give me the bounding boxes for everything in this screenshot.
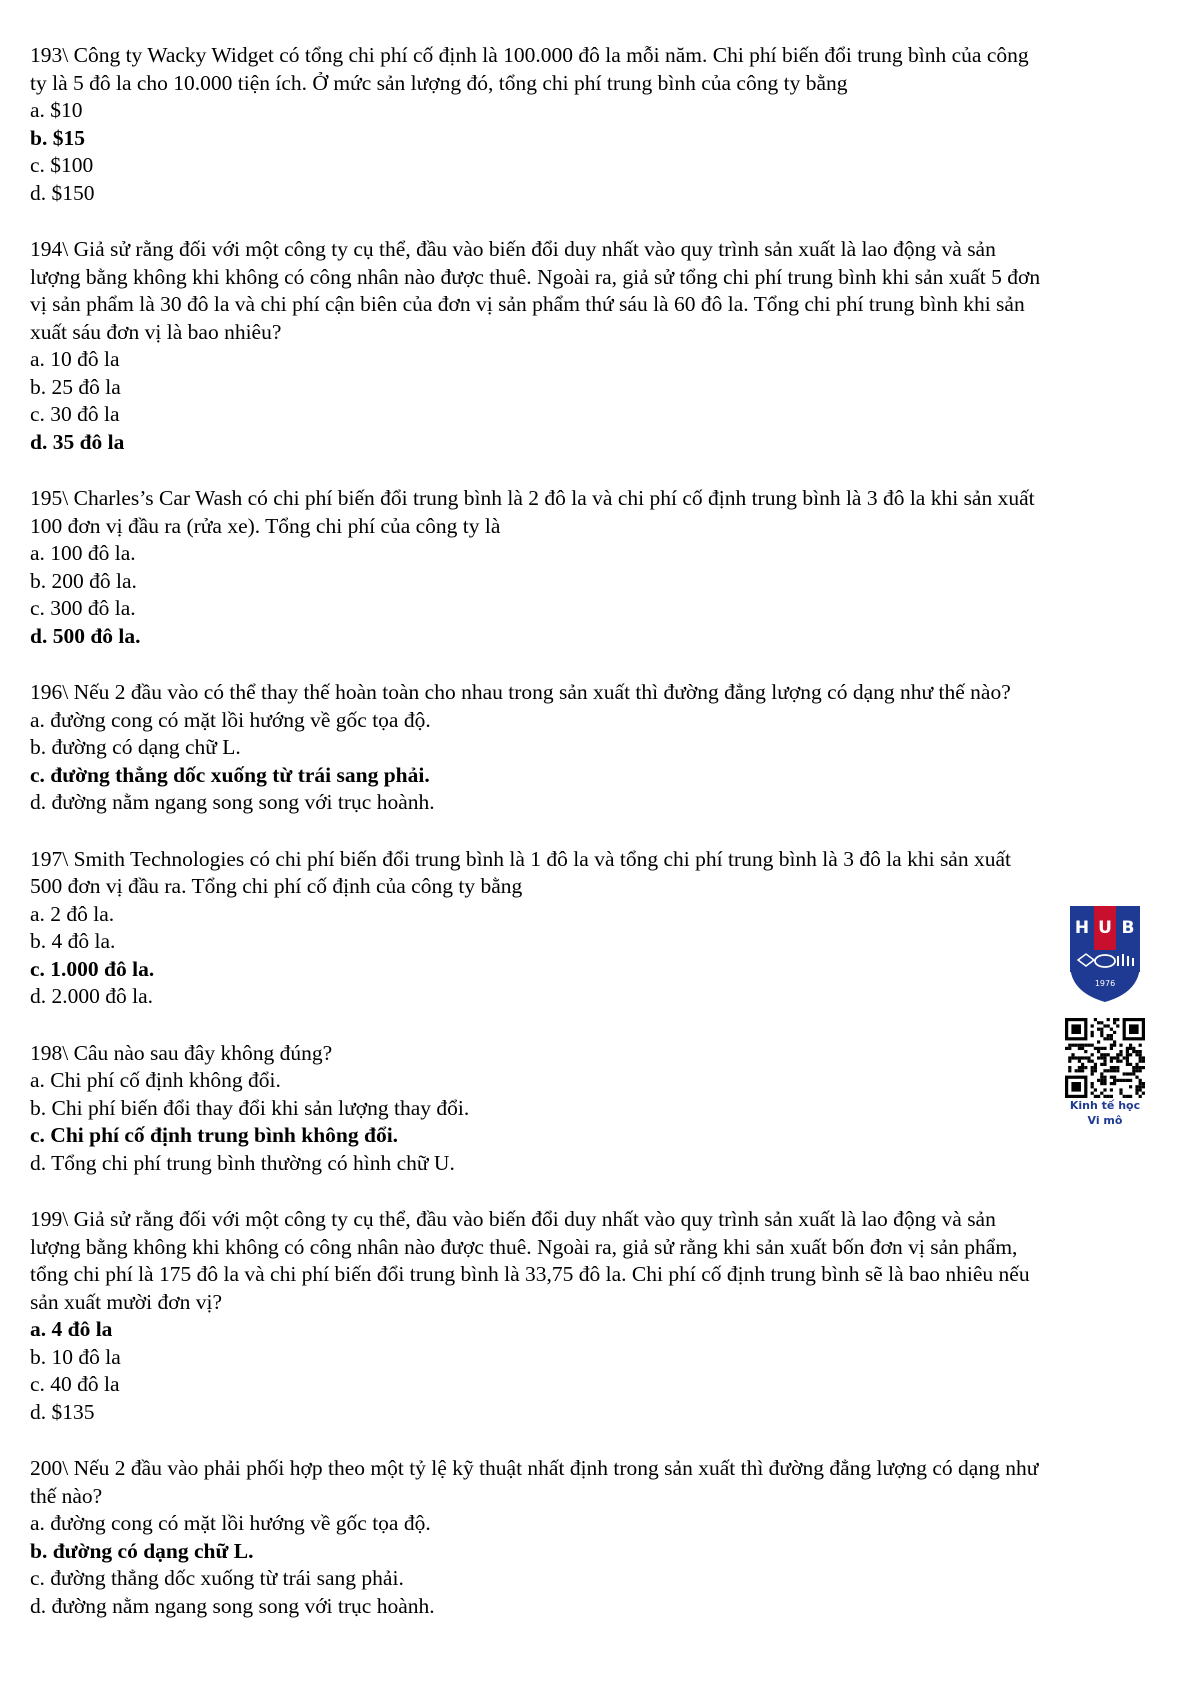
hub-shield-logo [1066,900,1144,1004]
answer-option: a. 10 đô la [30,347,120,371]
question-text-line: lượng bằng không khi không có công nhân nào được thuê. Ngoài ra, giả sử tổng chi phí trung bình khi sản xuất 5 đơn [30,264,1041,289]
answer-option: b. 10 đô la [30,1344,121,1369]
question-text-line: 193\ Công ty Wacky Widget có tổng chi phí cố định là 100.000 đô la mỗi năm. Chi phí biến đổi trung bình của công [30,43,1029,67]
brand-block [1055,900,1155,1128]
answer-option: c. 40 đô la [30,1372,120,1396]
question-text-line: vị sản phẩm là 30 đô la và chi phí cận biên của đơn vị sản phẩm thứ sáu là 60 đô la. Tổng chi phí trung bình khi sản [30,292,1025,316]
question-text-line: 196\ Nếu 2 đầu vào có thể thay thế hoàn toàn cho nhau trong sản xuất thì đường đẳng lượng có dạng như thế nào? [30,680,1011,704]
answer-option: d. $150 [30,180,95,205]
answer-option: c. $100 [30,153,94,177]
question-text-line: lượng bằng không khi không có công nhân nào được thuê. Ngoài ra, giả sử rằng khi sản xuất bốn đơn vị sản phẩm, [30,1234,1018,1259]
question-text-line: sản xuất mười đơn vị? [30,1289,223,1314]
answer-option-correct: a. 4 đô la [30,1317,113,1341]
answer-option: d. $135 [30,1399,95,1424]
answer-option: d. Tổng chi phí trung bình thường có hình chữ U. [30,1150,455,1175]
question-block [30,1206,1165,1426]
question-text-line: 198\ Câu nào sau đây không đúng? [30,1040,333,1065]
question-block [30,1455,1165,1620]
question-block [30,679,1165,817]
question-text-line: 197\ Smith Technologies có chi phí biến đổi trung bình là 1 đô la và tổng chi phí trung bình là 3 đô la khi sản xuất [30,846,1011,871]
brand-caption-line2: Vi mô [1087,1114,1123,1127]
answer-option-correct: b. đường có dạng chữ L. [30,1538,254,1563]
question-text-line: thế nào? [30,1483,103,1508]
question-block [30,42,1165,207]
answer-option-correct: c. Chi phí cố định trung bình không đổi. [30,1123,399,1147]
logo-letter-b: B [1121,918,1135,938]
answer-option-correct: d. 500 đô la. [30,623,141,648]
answer-option: d. đường nằm ngang song song với trục hoành. [30,790,435,814]
question-text-line: 200\ Nếu 2 đầu vào phải phối hợp theo một tỷ lệ kỹ thuật nhất định trong sản xuất thì đường đẳng lượng có dạng như [30,1456,1039,1480]
answer-option-correct: b. $15 [30,125,85,150]
answer-option: d. đường nằm ngang song song với trục hoành. [30,1593,435,1618]
answer-option: b. đường có dạng chữ L. [30,735,241,759]
answer-option: c. 300 đô la. [30,596,136,620]
answer-option: b. Chi phí biến đổi thay đổi khi sản lượng thay đổi. [30,1095,470,1120]
answer-option: a. 2 đô la. [30,901,115,926]
answer-option: c. 30 đô la [30,402,120,426]
answer-option: a. Chi phí cố định không đổi. [30,1068,281,1092]
answer-option: b. 200 đô la. [30,568,137,593]
quiz-document [30,42,1165,1649]
question-text-line: tổng chi phí là 175 đô la và chi phí biến đổi trung bình là 33,75 đô la. Chi phí cố định trung bình sẽ là bao nhiêu nếu [30,1262,1030,1286]
question-block [30,1040,1165,1178]
answer-option-correct: c. 1.000 đô la. [30,956,155,981]
logo-letter-u: U [1098,918,1112,938]
qr-code-icon [1065,1018,1145,1098]
question-text-line: 194\ Giả sử rằng đối với một công ty cụ thể, đầu vào biến đổi duy nhất vào quy trình sản xuất là lao động và sản [30,237,996,261]
question-text-line: xuất sáu đơn vị là bao nhiêu? [30,319,282,344]
answer-option: a. 100 đô la. [30,541,136,565]
brand-caption-line1: Kinh tế học [1069,1099,1141,1112]
answer-option-correct: d. 35 đô la [30,429,125,454]
logo-year: 1976 [1094,979,1116,988]
question-text-line: 100 đơn vị đầu ra (rửa xe). Tổng chi phí của công ty là [30,513,501,538]
question-block [30,846,1165,1011]
question-text-line: 195\ Charles’s Car Wash có chi phí biến đổi trung bình là 2 đô la và chi phí cố định trung bình là 3 đô la khi sản xuất [30,486,1035,510]
answer-option: b. 4 đô la. [30,929,116,953]
answer-option: a. $10 [30,98,83,122]
answer-option: a. đường cong có mặt lồi hướng về gốc tọa độ. [30,1511,431,1535]
answer-option: a. đường cong có mặt lồi hướng về gốc tọa độ. [30,707,431,732]
answer-option-correct: c. đường thẳng dốc xuống từ trái sang phải. [30,762,430,787]
answer-option: b. 25 đô la [30,374,121,399]
question-text-line: ty là 5 đô la cho 10.000 tiện ích. Ở mức sản lượng đó, tổng chi phí trung bình của công ty bằng [30,70,848,95]
question-block [30,236,1165,456]
answer-option: c. đường thẳng dốc xuống từ trái sang phải. [30,1566,404,1590]
question-block [30,485,1165,650]
question-text-line: 500 đơn vị đầu ra. Tổng chi phí cố định của công ty bằng [30,874,523,898]
answer-option: d. 2.000 đô la. [30,984,154,1008]
question-text-line: 199\ Giả sử rằng đối với một công ty cụ thể, đầu vào biến đổi duy nhất vào quy trình sản xuất là lao động và sản [30,1207,996,1231]
logo-letter-h: H [1074,918,1090,938]
